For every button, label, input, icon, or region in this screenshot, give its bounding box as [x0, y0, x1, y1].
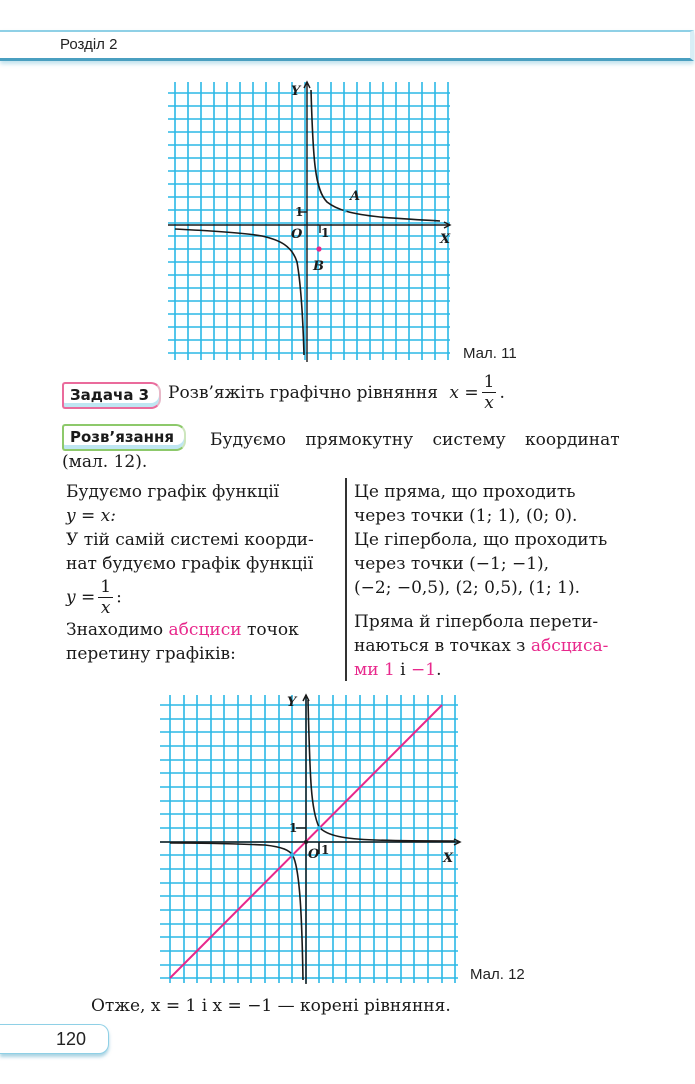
figure-12-graph — [155, 690, 465, 985]
left-line-5 — [66, 576, 341, 618]
text-span: точок — [241, 620, 299, 640]
axes — [168, 82, 450, 362]
point-b-label: B — [313, 259, 324, 274]
text-span: і — [394, 660, 412, 680]
point-a-marker — [343, 209, 346, 212]
right-line-8 — [354, 658, 654, 682]
right-line-7 — [354, 634, 654, 658]
section-title: Розділ 2 — [60, 36, 118, 53]
func-lhs: y = — [66, 587, 96, 608]
y-axis-label: Y — [291, 84, 301, 99]
fraction-numerator: 1 — [483, 372, 495, 392]
grid — [168, 82, 450, 360]
hyperbola-curve — [170, 700, 455, 980]
point-a-label: A — [350, 189, 361, 204]
highlight-abscissas: абсциса- — [530, 636, 609, 656]
page-number: 120 — [55, 1029, 86, 1049]
right-line-3: Це гіпербола, що проходить — [354, 530, 608, 550]
left-line-4: нат будуємо графік функції — [66, 554, 314, 574]
solution-intro-line-2: (мал. 12). — [62, 452, 148, 472]
origin-label: O — [291, 227, 303, 242]
task-badge: Задача 3 — [62, 382, 161, 409]
figure-12-caption: Мал. 12 — [470, 966, 525, 983]
highlight-abscissas: абсциси — [168, 620, 242, 640]
intersection-point-minus-1 — [290, 853, 294, 857]
x-tick-1: 1 — [321, 843, 330, 857]
y-axis-label: Y — [287, 695, 297, 710]
task-text: Розв’яжіть графічно рівняння — [168, 383, 438, 403]
y-tick-1: 1 — [289, 821, 298, 835]
text-span: наються в точках з — [354, 636, 531, 656]
task-statement — [168, 374, 505, 412]
x-axis-label: X — [443, 851, 454, 866]
task-eq-lhs: x = — [449, 383, 479, 403]
intersection-point-1 — [317, 826, 321, 830]
x-tick-1: 1 — [321, 226, 330, 240]
x-axis-label: X — [440, 232, 451, 247]
solution-badge: Розв’язання — [62, 424, 186, 451]
left-line-1: Будуємо графік функції — [66, 482, 280, 502]
right-line-6: Пряма й гіпербола перети- — [354, 612, 599, 632]
y-tick-1: 1 — [295, 205, 304, 219]
task-eq-fraction — [482, 374, 497, 412]
left-line-2: y = x: — [66, 506, 116, 526]
solution-left-column — [66, 480, 341, 666]
text-span: . — [436, 660, 442, 680]
right-line-1: Це пряма, що проходить — [354, 482, 576, 502]
fraction-numerator: 1 — [100, 576, 112, 597]
right-line-2: через точки (1; 1), (0; 0). — [354, 506, 578, 526]
text-span: Знаходимо — [66, 620, 169, 640]
point-b-marker — [316, 246, 321, 251]
origin-point — [304, 840, 308, 844]
right-line-4: через точки (−1; −1), — [354, 554, 550, 574]
figure-11-graph — [160, 78, 460, 368]
task-eq-end: . — [499, 383, 505, 403]
origin-label: O — [308, 847, 320, 862]
left-line-7: перетину графіків: — [66, 644, 236, 664]
right-line-5: (−2; −0,5), (2; 0,5), (1; 1). — [354, 578, 581, 598]
solution-intro-line-1: Будуємо прямокутну систему координат — [210, 430, 620, 450]
section-header — [0, 30, 694, 61]
func-end: : — [116, 587, 122, 608]
column-divider — [345, 478, 347, 681]
figure-11-caption: Мал. 11 — [463, 345, 517, 362]
highlight-value-1: ми 1 — [354, 660, 395, 680]
axes — [160, 695, 460, 984]
fraction-denominator: x — [484, 393, 494, 413]
highlight-value-minus-1: −1 — [411, 660, 437, 680]
page-number-tab — [0, 1024, 109, 1054]
conclusion-text: Отже, x = 1 і x = −1 — корені рівняння. — [91, 996, 451, 1016]
func-fraction — [98, 576, 113, 618]
left-line-3: У тій самій системі коорди- — [66, 530, 314, 550]
solution-right-column — [354, 480, 654, 682]
fraction-denominator: x — [100, 597, 111, 618]
left-line-6 — [66, 618, 341, 642]
